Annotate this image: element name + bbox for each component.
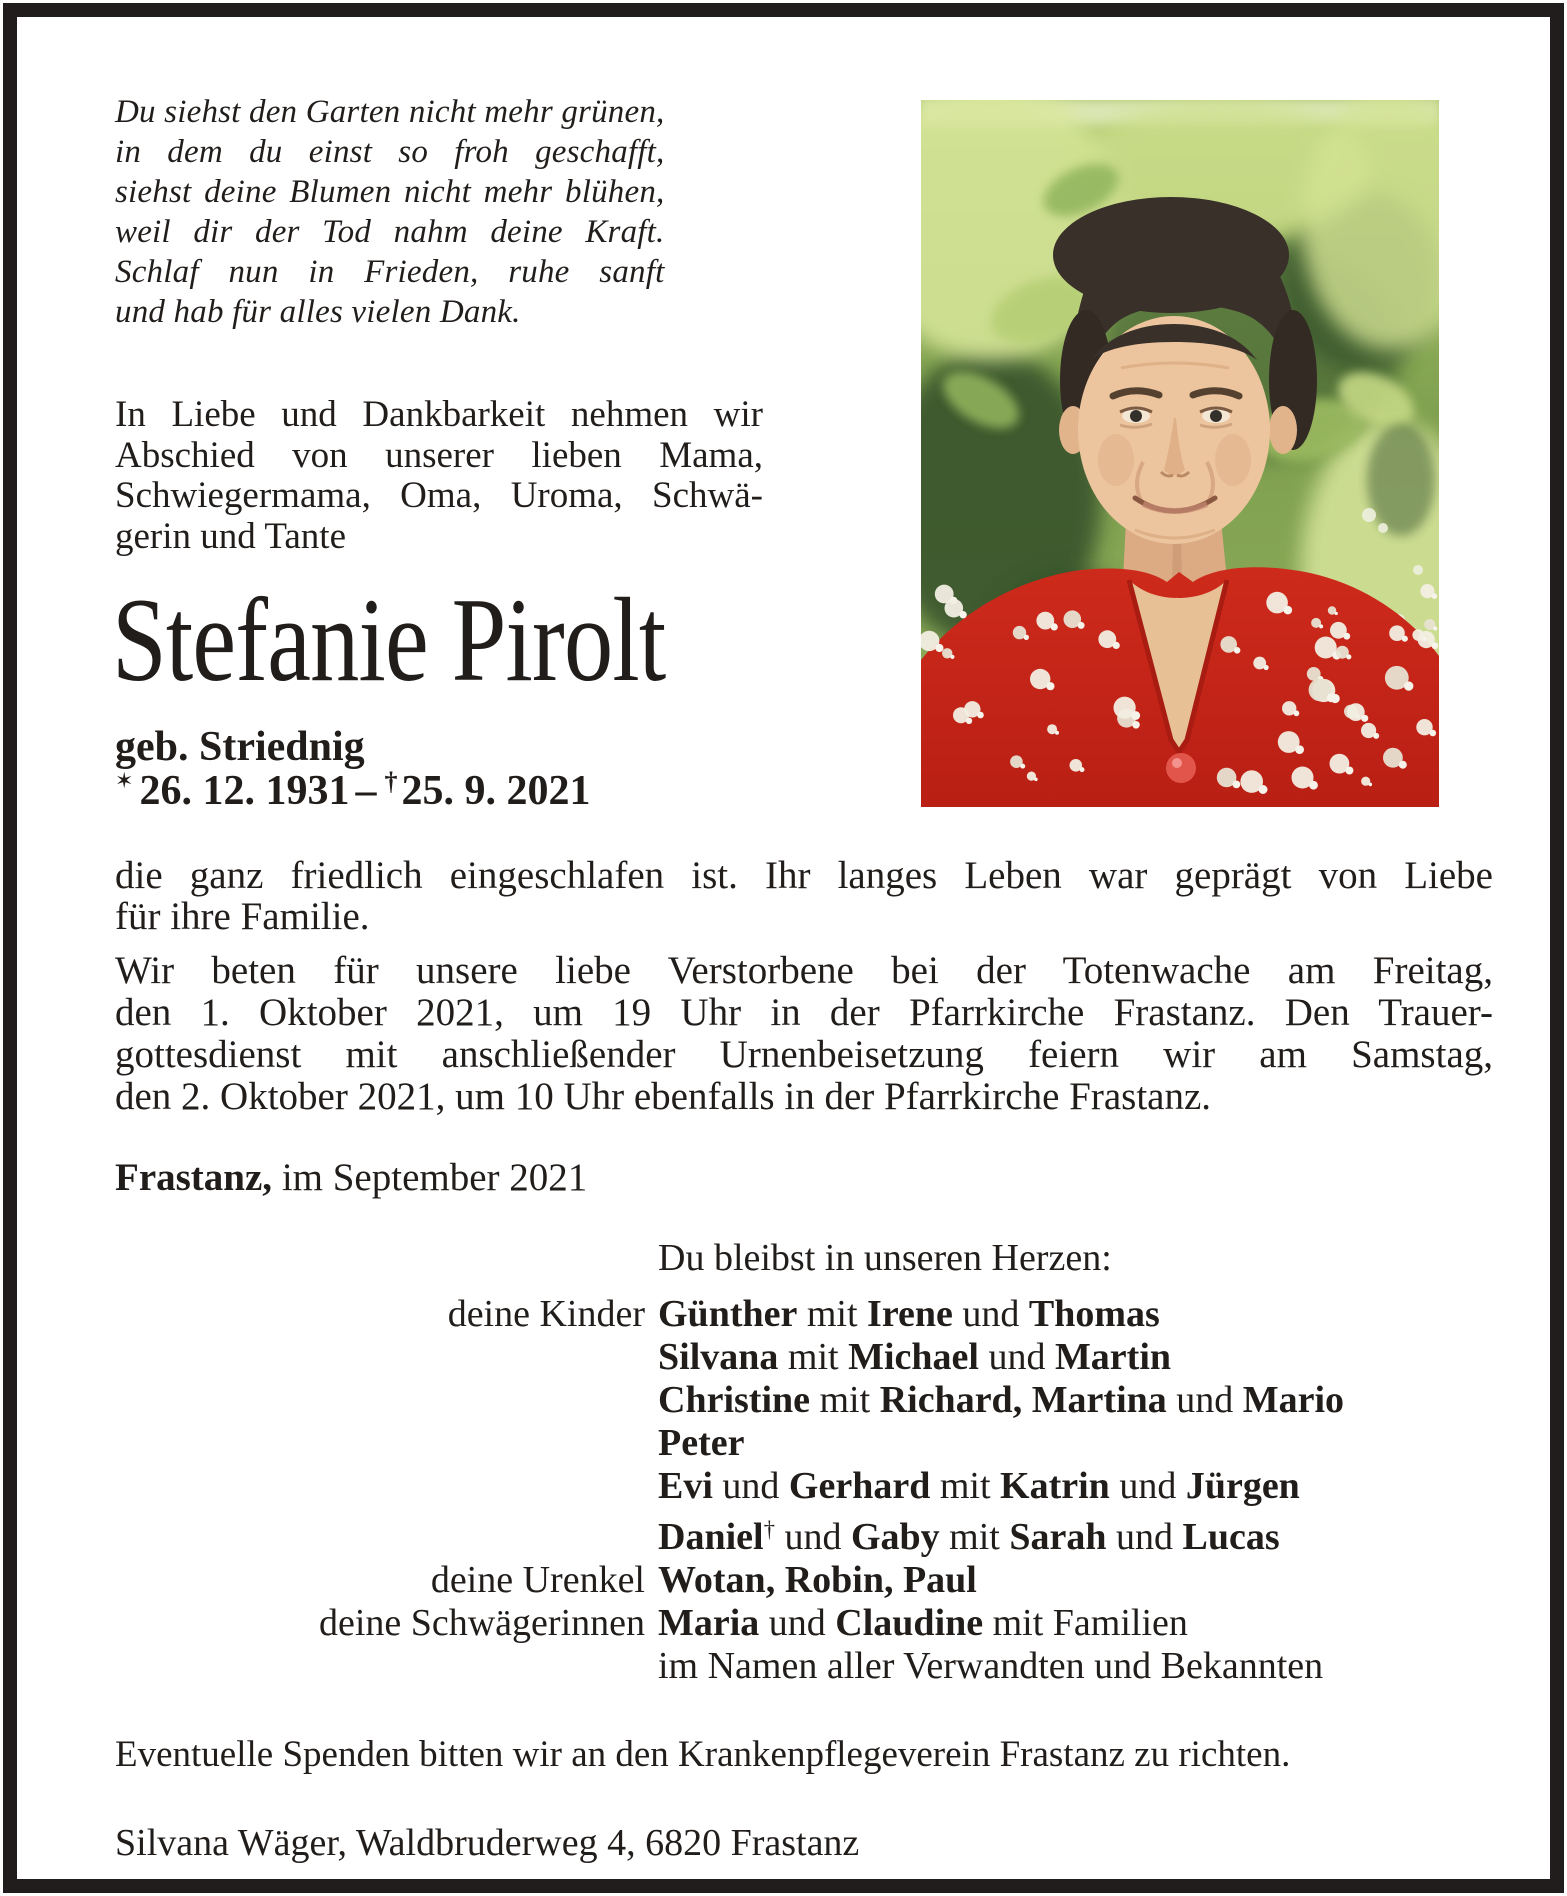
contact-address: Silvana Wäger, Waldbruderweg 4, 6820 Frastanz (115, 1822, 860, 1864)
intro-paragraph (115, 395, 763, 557)
dateline (115, 1157, 587, 1200)
paragraph-peaceful (115, 855, 1493, 937)
text-line: Wir beten für unsere liebe Verstorbene bei der Totenwache am Freitag, (115, 949, 1493, 992)
text-line: Schlaf nun in Frieden, ruhe sanft (115, 254, 665, 290)
donation-note: Eventuelle Spenden bitten wir an den Krankenpflegeverein Frastanz zu richten. (115, 1734, 1291, 1775)
text-line: und hab für alles vielen Dank. (115, 294, 521, 330)
portrait-photo (921, 100, 1439, 807)
text-line: den 2. Oktober 2021, um 10 Uhr ebenfalls in der Pfarrkirche Frastanz. (115, 1075, 1212, 1118)
life-dates (115, 769, 590, 812)
relatives-names: Silvana mit Michael und Martin (658, 1336, 1172, 1378)
paragraph-service (115, 950, 1493, 1118)
text-line: weil dir der Tod nahm deine Kraft. (115, 214, 665, 250)
dateline-place: Frastanz, (115, 1156, 273, 1199)
relation-label (115, 1645, 645, 1688)
relatives-names: Günther mit Irene und Thomas (658, 1293, 1160, 1335)
relation-label (115, 1336, 645, 1379)
text-line: Du siehst den Garten nicht mehr grünen, (115, 94, 665, 130)
relatives-names: im Namen aller Verwandten und Bekannten (658, 1645, 1324, 1687)
memorial-poem (115, 92, 664, 332)
deceased-cross-icon: † (763, 1517, 775, 1542)
death-date: 25. 9. 2021 (401, 768, 591, 814)
relation-label (115, 1465, 645, 1508)
relatives-names: Wotan, Robin, Paul (658, 1559, 977, 1601)
dress-button (1166, 753, 1196, 783)
birth-date: 26. 12. 1931 (139, 768, 350, 814)
text-line: siehst deine Blumen nicht mehr blühen, (115, 174, 665, 210)
text-line: In Liebe und Dankbarkeit nehmen wir (115, 394, 763, 435)
relation-label: deine Kinder (447, 1293, 645, 1335)
portrait-photo-graphic (921, 100, 1439, 807)
relation-label (115, 1379, 645, 1422)
relatives-names: Maria und Claudine mit Familien (658, 1602, 1188, 1644)
relatives-names: Daniel† und Gaby mit Sarah und Lucas (658, 1516, 1280, 1558)
text-line: die ganz friedlich eingeschlafen ist. Ihr langes Leben war geprägt von Liebe (115, 854, 1493, 897)
relation-label (115, 1508, 645, 1559)
maiden-name: geb. Striednig (115, 724, 365, 770)
text-line: gerin und Tante (115, 515, 346, 557)
text-line: in dem du einst so froh geschafft, (115, 134, 665, 170)
birth-star-icon: ✶ (115, 769, 134, 794)
relation-label: deine Schwägerinnen (318, 1602, 645, 1644)
remembrance-table (115, 1293, 1493, 1688)
text-line: für ihre Familie. (115, 895, 370, 938)
relatives-names: Evi und Gerhard mit Katrin und Jürgen (658, 1465, 1300, 1507)
relatives-names: Peter (658, 1422, 745, 1464)
dateline-rest: im September 2021 (272, 1156, 588, 1199)
relation-label (115, 1422, 645, 1465)
text-line: Schwiegermama, Oma, Uroma, Schwä- (115, 475, 763, 516)
date-separator: – (355, 768, 377, 814)
dress (921, 567, 1439, 807)
text-line: den 1. Oktober 2021, um 19 Uhr in der Pfarrkirche Frastanz. Den Trauer- (115, 991, 1493, 1034)
text-line: Abschied von unserer lieben Mama, (115, 434, 763, 476)
deceased-name: Stefanie Pirolt (112, 573, 666, 706)
remembrance-section (115, 1237, 1493, 1688)
relatives-names: Christine mit Richard, Martina und Mario (658, 1379, 1345, 1421)
remembrance-heading: Du bleibst in unseren Herzen: (658, 1237, 1112, 1279)
death-cross-icon: † (384, 767, 398, 796)
text-line: gottesdienst mit anschließender Urnenbeisetzung feiern wir am Samstag, (115, 1033, 1493, 1076)
relation-label: deine Urenkel (430, 1559, 645, 1601)
